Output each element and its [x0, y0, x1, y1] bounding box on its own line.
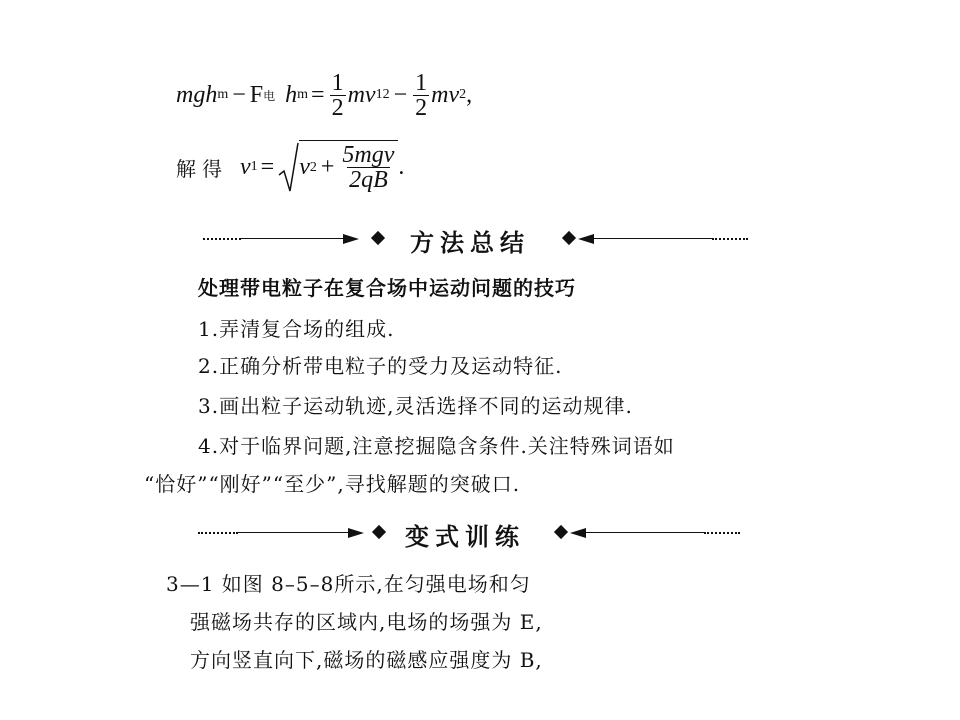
method-subtitle: 处理带电粒子在复合场中运动问题的技巧: [198, 276, 576, 300]
variant-training-heading: 变式训练: [405, 523, 525, 551]
eq2-v-sub: 1: [250, 159, 258, 174]
eq-h2-sub: m: [297, 87, 309, 102]
method-item-3: 3.画出粒子运动轨迹,灵活选择不同的运动规律.: [198, 394, 633, 418]
eq2-frac: $\frac{\text{5mgv}}{2qB}$: [342, 142, 395, 193]
sqrt-symbol: [277, 141, 299, 193]
method-item-4: 4.对于临界问题,注意挖掘隐含条件.关注特殊词语如: [198, 434, 675, 458]
eq2-tail: .: [398, 153, 405, 180]
method-item-4-continued: “恰好”“刚好”“至少”,寻找解题的突破口.: [144, 472, 521, 496]
eq2-rad-sup: 2: [309, 159, 317, 175]
eq-term2: mv: [431, 81, 460, 108]
equation-solution: [176, 138, 404, 196]
eq-h: h: [205, 81, 218, 108]
method-summary-heading: 方法总结: [410, 229, 530, 257]
eq-term1-sup: 2: [382, 87, 390, 102]
eq2-equals: =: [260, 153, 275, 180]
eq2-rad-v: v: [299, 154, 310, 180]
method-item-1: 1.弄清复合场的组成.: [198, 317, 395, 341]
eq-minus-2: −: [393, 81, 408, 108]
eq-term2-sup: 2: [459, 87, 467, 102]
eq-F-sub: 电: [263, 88, 276, 103]
eq-minus: −: [232, 81, 246, 108]
variant-line-1: 3—1 如图 8–5–8所示,在匀强电场和匀: [166, 572, 531, 596]
eq-term1-sub: 1: [375, 87, 383, 102]
equation-energy: [176, 70, 472, 120]
eq-term1: mv: [347, 81, 376, 108]
eq2-prefix: 解得: [176, 156, 228, 181]
variant-line-2: 强磁场共存的区域内,电场的场强为 E,: [190, 610, 543, 634]
variant-line-3: 方向竖直向下,磁场的磁感应强度为 B,: [190, 648, 543, 672]
eq-frac-half-1: $\frac{1}{2}$: [331, 69, 344, 121]
eq-equals: =: [311, 81, 325, 108]
eq-F: F: [249, 81, 264, 108]
eq2-plus: +: [320, 154, 335, 180]
eq-h-sub: m: [217, 87, 229, 102]
eq-tail: ,: [466, 81, 473, 108]
eq2-v: v: [240, 153, 251, 180]
eq-g: g: [193, 81, 206, 108]
eq-frac-half-2: $\frac{1}{2}$: [415, 69, 428, 121]
eq-m: m: [176, 81, 194, 108]
sqrt-body: [299, 140, 398, 192]
eq-h2: h: [285, 81, 298, 108]
method-item-2: 2.正确分析带电粒子的受力及运动特征.: [198, 354, 563, 378]
